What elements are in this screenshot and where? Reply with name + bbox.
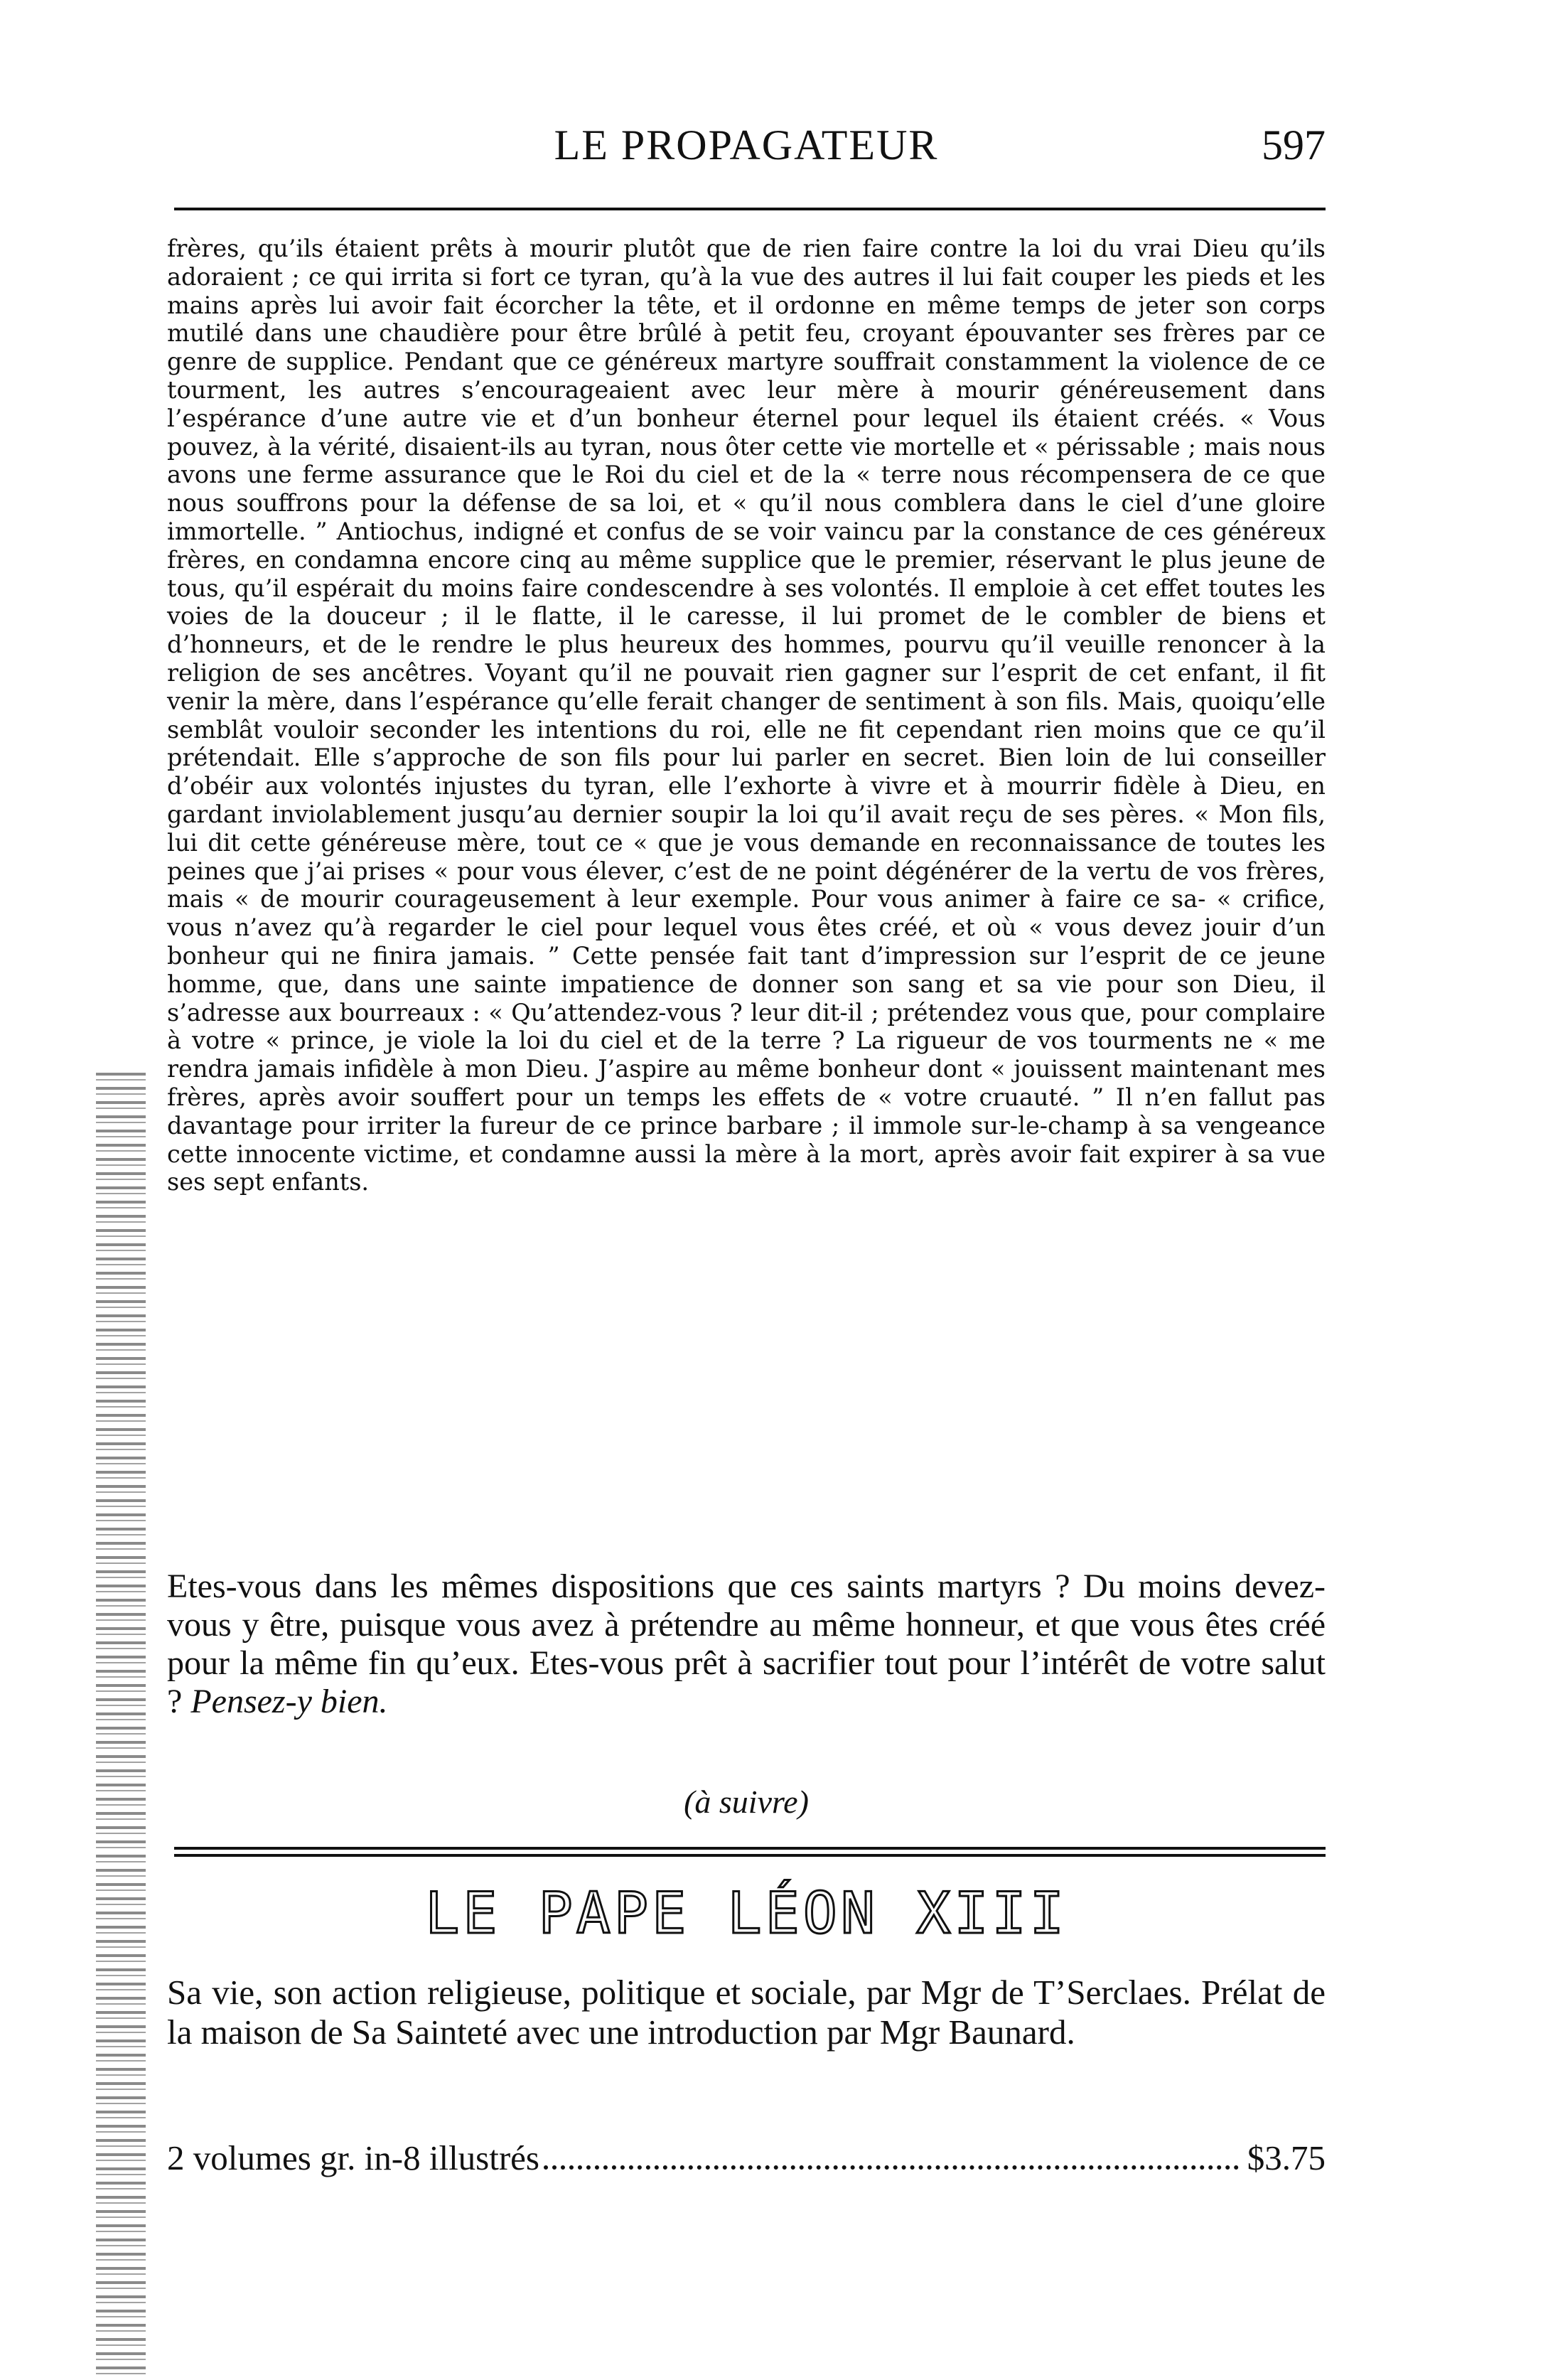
exhortation-paragraph [167, 1567, 1326, 1721]
page-number: 597 [1262, 122, 1326, 168]
running-title: LE PROPAGATEUR [554, 122, 939, 168]
header-rule [174, 208, 1326, 210]
notice-title: LE PAPE LÉON XIII [425, 1880, 1068, 1946]
item-description: 2 volumes gr. in-8 illustrés [167, 2138, 539, 2177]
exhortation-text: Etes-vous dans les mêmes dispositions que ces saints martyrs ? Du moins devez-vous y être, puisque vous avez à prétendre au même honneur, et que vous êtes créé pour la même fin qu’eux. Etes-vous prêt à sacrifier tout pour l’intérêt de votre salut ? [167, 1567, 1326, 1720]
continuation-note: (à suivre) [684, 1784, 809, 1820]
exhortation-closing: Pensez-y bien. [190, 1683, 388, 1720]
book-description: Sa vie, son action religieuse, politique et sociale, par Mgr de T’Serclaes. Prélat de la maison de Sa Sainteté avec une introduction par Mgr Baunard. [167, 1973, 1326, 2052]
item-price: $3.75 [1247, 2138, 1326, 2177]
body-paragraph: frères, qu’ils étaient prêts à mourir plutôt que de rien faire contre la loi du vrai Dieu qu’ils adoraient ; ce qui irrita si fort ce tyran, qu’à la vue des autres il lui fait couper les pieds et les mains après lui avoir fait écorcher la tête, et il ordonne en même temps de jeter son corps mutilé dans une chaudière pour être brûlé à petit feu, croyant épouvanter ses frères par ce genre de supplice. Pendant que ce généreux martyre souffrait constamment la violence de ce tourment, les autres s’encourageaient avec leur mère à mourir généreusement dans l’espérance d’une autre vie et d’un bonheur éternel pour lequel ils étaient créés. « Vous pouvez, à la vérité, disaient-ils au tyran, nous ôter cette vie mortelle et « périssable ; mais nous avons une ferme assurance que le Roi du ciel et de la « terre nous récompensera de ce que nous souffrons pour la défense de sa loi, et « qu’il nous comblera dans le ciel d’une gloire immortelle. ” Antiochus, indigné et confus de se voir vaincu par la constance de ces généreux frères, en condamna encore cinq au même supplice que le premier, réservant le plus jeune de tous, qu’il espérait du moins faire condescendre à ses volontés. Il emploie à cet effet toutes les voies de la douceur ; il le flatte, il le caresse, il lui promet de le combler de biens et d’honneurs, et de le rendre le plus heureux des hommes, pourvu qu’il veuille renoncer à la religion de ses ancêtres. Voyant qu’il ne pouvait rien gagner sur l’esprit de cet enfant, il fit venir la mère, dans l’espérance qu’elle ferait changer de sentiment à son fils. Mais, quoiqu’elle semblât vouloir seconder les intentions du roi, elle ne fit cependant rien moins que ce qu’il prétendait. Elle s’approche de son fils pour lui parler en secret. Bien loin de lui conseiller d’obéir aux volontés injustes du tyran, elle l’exhorte à vivre et à mourrir fidèle à Dieu, en gardant inviolablement jusqu’au dernier soupir la loi qu’il avait reçu de ses pères. « Mon fils, lui dit cette généreuse mère, tout ce « que je vous demande en reconnaissance de toutes les peines que j’ai prises « pour vous élever, c’est de ne point dégénérer de la vertu de vos frères, mais « de mourir courageusement à leur exemple. Pour vous animer à faire ce sa- « crifice, vous n’avez qu’à regarder le ciel pour lequel vous êtes créé, et où « vous devez jouir d’un bonheur qui ne finira jamais. ” Cette pensée fait tant d’impression sur l’esprit de ce jeune homme, que, dans une sainte impatience de donner son sang et sa vie pour son Dieu, il s’adresse aux bourreaux : « Qu’attendez-vous ? leur dit-il ; prétendez vous que, pour complaire à votre « prince, je viole la loi du ciel et de la terre ? La rigueur de vos tourments ne « me rendra jamais infidèle à mon Dieu. J’aspire au même bonheur dont « jouissent maintenant mes frères, après avoir souffert pour un temps les effets de « votre cruauté. ” Il n’en fallut pas davantage pour irriter la fureur de ce prince barbare ; il immole sur-le-champ à sa vengeance cette innocente victime, et condamne aussi la mère à la mort, après avoir fait expirer à sa vue ses sept enfants. [167, 235, 1326, 1196]
dot-leader [544, 2165, 1239, 2170]
section-divider [174, 1847, 1326, 1861]
scanned-page-edge [96, 1066, 146, 2374]
running-header [167, 121, 1326, 178]
price-line [167, 2138, 1326, 2178]
